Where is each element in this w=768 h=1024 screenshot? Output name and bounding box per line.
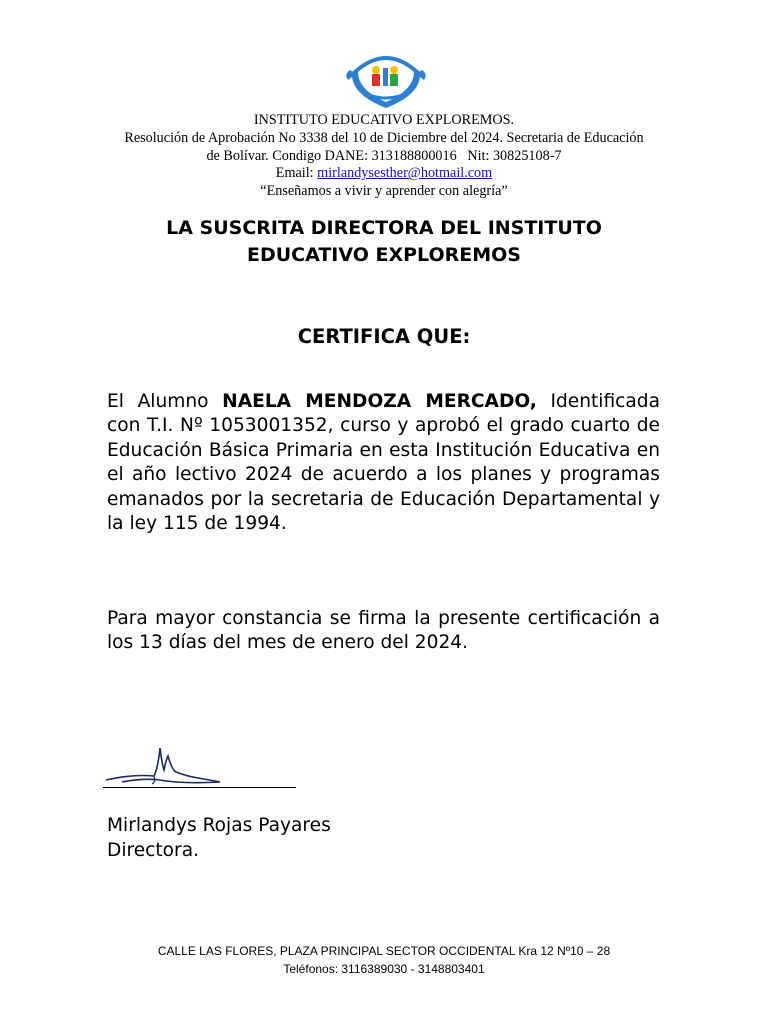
footer-phones: Teléfonos: 3116389030 - 3148803401 xyxy=(283,962,485,976)
signature-line xyxy=(103,787,296,788)
school-logo xyxy=(342,44,430,112)
motto: “Enseñamos a vivir y aprender con alegría” xyxy=(260,183,508,199)
footer-address: CALLE LAS FLORES, PLAZA PRINCIPAL SECTOR OCCIDENTAL Kra 12 Nº10 – 28 xyxy=(157,944,611,958)
resolution-line-1: Resolución de Aprobación No 3338 del 10 de Diciembre del 2024. Secretaria de Educación xyxy=(124,130,644,146)
resolution-line-2: de Bolívar. Condigo DANE: 313188800016 Nit: 30825108-7 xyxy=(206,148,562,164)
closing-paragraph: Para mayor constancia se firma la presente certificación a los 13 días del mes de enero del 2024. xyxy=(107,608,660,654)
title-line-1: LA SUSCRITA DIRECTORA DEL INSTITUTO xyxy=(166,217,602,239)
student-name: NAELA MENDOZA MERCADO, xyxy=(222,391,537,412)
institution-name: INSTITUTO EDUCATIVO EXPLOREMOS. xyxy=(253,112,515,128)
email-link[interactable]: mirlandysesther@hotmail.com xyxy=(317,165,493,181)
signatory-name: Mirlandys Rojas Payares xyxy=(107,815,331,836)
certifica-heading: CERTIFICA QUE: xyxy=(297,325,471,348)
paragraph-text: Identificada con T.I. Nº 1053001352, curso y aprobó el grado cuarto de Educación Básica Primaria en esta Institución Educativa en el año lectivo 2024 de acuerdo a los planes y programas emanados por la secretaria de Educación Departamental y la ley 115 de 1994. xyxy=(107,391,660,535)
signature xyxy=(102,742,298,790)
title-line-2: EDUCATIVO EXPLOREMOS xyxy=(246,244,521,266)
email-line xyxy=(100,164,668,182)
paragraph-intro: El Alumno xyxy=(107,391,223,412)
certification-paragraph xyxy=(107,390,660,536)
signatory-role: Directora. xyxy=(107,840,199,861)
email-label: Email: xyxy=(275,165,318,181)
